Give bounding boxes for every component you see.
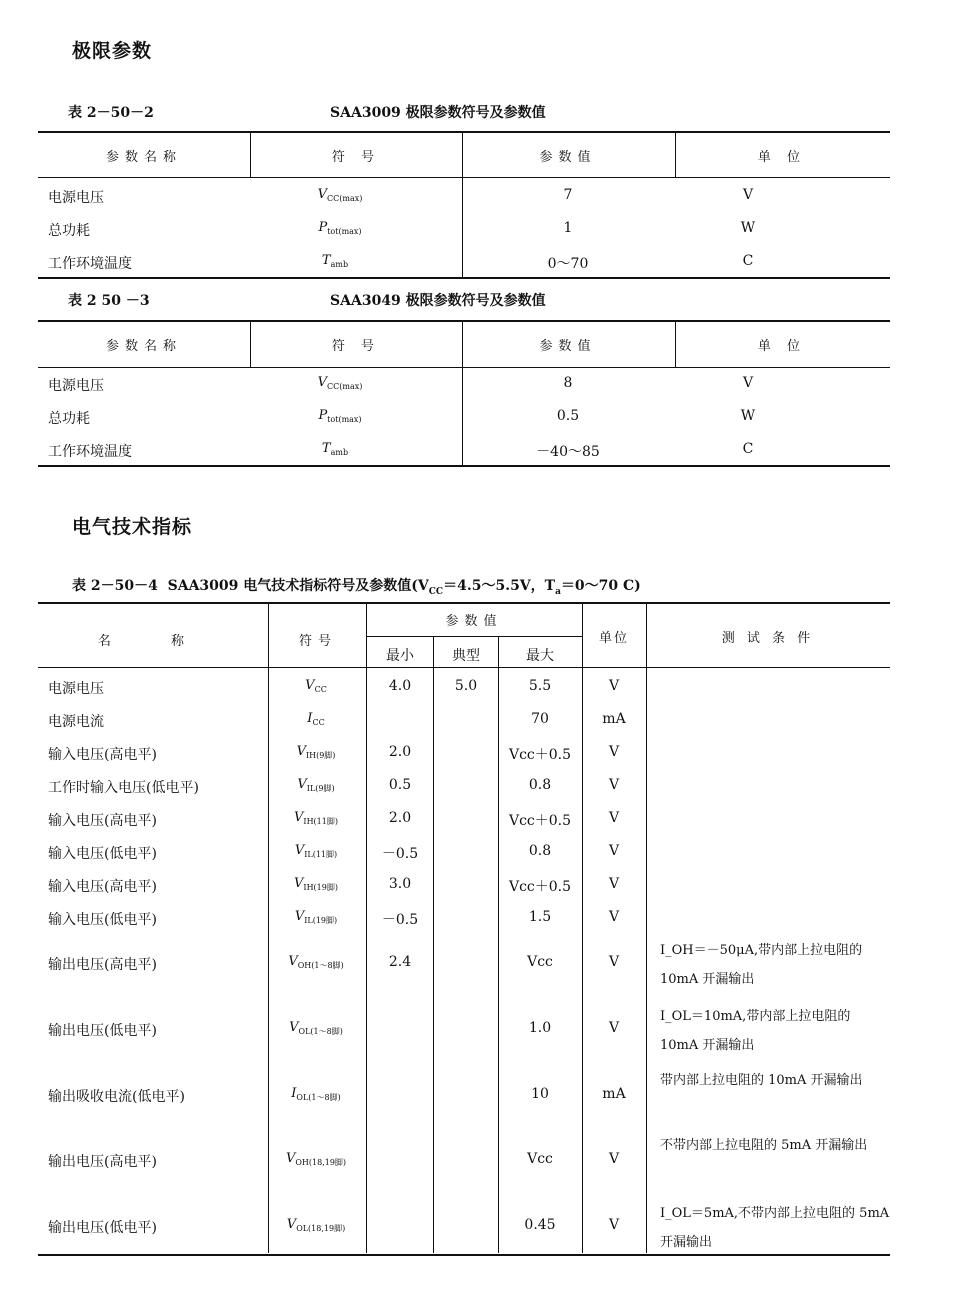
section-title-limit: 极限参数 [72, 40, 153, 62]
table1-number: 表 2－50－2 [68, 105, 154, 121]
table2-header-rule [38, 367, 890, 368]
table2-row-symbol: $V_{CC(max)}$ [317, 375, 363, 391]
table2-row-symbol: $P_{tot(max)}$ [318, 408, 362, 424]
table3-col-divider [433, 636, 434, 1253]
table3-row-max: 70 [531, 711, 549, 727]
table3-col-divider [366, 603, 367, 1253]
table2-row-value: －40～85 [536, 444, 600, 460]
table3-row-min: －0.5 [381, 912, 419, 928]
table3-row-symbol: $V_{IH(19脚)}$ [294, 876, 338, 892]
table3-top-rule [38, 602, 890, 604]
table2-header-symbol: 符 号 [331, 339, 381, 354]
table3-title-cond: ＝4.5～5.5V，T [443, 578, 556, 594]
table3-row-name: 输出电压(高电平) [48, 957, 157, 973]
table3-row-min: 3.0 [388, 876, 412, 892]
table3-header-params: 参数值 [445, 614, 503, 629]
table3-bottom-rule [38, 1254, 890, 1256]
table2-row-name: 工作环境温度 [48, 444, 132, 460]
table3-row-max: Vcc＋0.5 [508, 747, 572, 763]
table3-row-max: 5.5 [528, 678, 552, 694]
table2-header-name: 参数名称 [105, 339, 183, 354]
table1-header-value: 参数值 [539, 150, 597, 165]
table3-row-symbol: $V_{IL(9脚)}$ [297, 777, 335, 793]
table2-row-value: 8 [563, 375, 573, 391]
table2-header-unit: 单 位 [757, 339, 807, 354]
table3-row-name: 输入电压(高电平) [48, 813, 157, 829]
table1-row-unit: C [742, 253, 754, 269]
table1-row-name: 总功耗 [48, 223, 90, 239]
table1-row-value: 1 [563, 220, 573, 236]
table3-row-symbol: $V_{OH(18,19脚)}$ [285, 1151, 347, 1167]
table1-row-symbol: $V_{CC(max)}$ [317, 187, 363, 203]
table1-row-symbol: $T_{amb}$ [321, 253, 349, 269]
table3-row-unit: V [608, 1151, 620, 1167]
table3-row-symbol: $I_{OL(1\sim 8脚)}$ [291, 1086, 341, 1102]
table1-header-unit: 单 位 [757, 150, 807, 165]
table3-row-symbol: $V_{IH(9脚)}$ [296, 744, 336, 760]
table3-row-symbol: $V_{OH(1\sim 8脚)}$ [288, 954, 344, 970]
table3-row-unit: V [608, 810, 620, 826]
table3-row-min: 4.0 [388, 678, 412, 694]
table3-row-symbol: $V_{OL(18,19脚)}$ [286, 1217, 346, 1233]
table3-row-name: 输出电压(高电平) [48, 1154, 157, 1170]
table3-row-condition: I_OL＝10mA,带内部上拉电阻的 10mA 开漏输出 [660, 1009, 851, 1053]
table2-row-symbol: $T_{amb}$ [321, 441, 349, 457]
table3-row-unit: V [608, 954, 620, 970]
table3-col-divider [268, 603, 269, 1253]
table3-row-max: Vcc＋0.5 [508, 813, 572, 829]
table3-row-name: 输出吸收电流(低电平) [48, 1089, 185, 1105]
table3-row-symbol: $I_{CC}$ [307, 711, 325, 727]
table2-header-value: 参数值 [539, 339, 597, 354]
table3-col-divider [498, 636, 499, 1253]
table3-row-max: 0.8 [528, 777, 552, 793]
table3-row-unit: V [608, 876, 620, 892]
table1-top-rule [38, 131, 890, 133]
table3-row-max: 1.0 [528, 1020, 552, 1036]
table3-row-max: 10 [531, 1086, 549, 1102]
table3-row-name: 输入电压(低电平) [48, 846, 157, 862]
table1-header-rule [38, 177, 890, 178]
table3-row-unit: V [608, 744, 620, 760]
table1-row-value: 7 [563, 187, 573, 203]
table3-row-max: 1.5 [528, 909, 552, 925]
table3-row-condition: I_OL＝5mA,不带内部上拉电阻的 5mA 开漏输出 [660, 1206, 890, 1250]
table2-row-value: 0.5 [556, 408, 580, 424]
table2-row-unit: C [742, 441, 754, 457]
table3-row-name: 电源电压 [48, 681, 104, 697]
table3-row-max: Vcc [527, 1151, 553, 1167]
table3-header-typ: 典型 [452, 648, 480, 664]
table1-header-divider [675, 132, 676, 177]
table2-header-divider [675, 321, 676, 367]
table2-bottom-rule [38, 465, 890, 467]
table3-subheader-rule [366, 636, 582, 637]
table3-row-name: 输入电压(低电平) [48, 912, 157, 928]
table3-row-min: 2.0 [388, 744, 412, 760]
table3-row-name: 输出电压(低电平) [48, 1220, 157, 1236]
table3-row-max: Vcc＋0.5 [508, 879, 572, 895]
table3-title-sub: CC [428, 586, 444, 597]
table3-row-min: 0.5 [388, 777, 412, 793]
table3-row-unit: V [608, 678, 620, 694]
table3-col-divider [582, 603, 583, 1253]
table2-number: 表 2 50 －3 [68, 293, 150, 309]
table3-header-unit: 单位 [598, 631, 630, 646]
table1-title: SAA3009 极限参数符号及参数值 [330, 105, 546, 121]
table3-row-symbol: $V_{IL(11脚)}$ [294, 843, 338, 859]
table3-title-sub2: a [555, 586, 561, 597]
table1-row-unit: W [740, 220, 756, 236]
table3-row-name: 电源电流 [48, 714, 104, 730]
table3-row-name: 输出电压(低电平) [48, 1023, 157, 1039]
table3-row-condition: 不带内部上拉电阻的 5mA 开漏输出 [660, 1138, 868, 1153]
table3-row-name: 输入电压(高电平) [48, 879, 157, 895]
table1-header-name: 参数名称 [105, 150, 183, 165]
table3-row-unit: mA [602, 1086, 626, 1102]
table1-row-value: 0～70 [547, 256, 589, 272]
table1-bottom-rule [38, 277, 890, 279]
table2-top-rule [38, 320, 890, 322]
table1-header-symbol: 符 号 [331, 150, 381, 165]
table3-row-unit: V [608, 1217, 620, 1233]
table3-title-end: ＝0～70 C) [560, 578, 641, 594]
table3-row-unit: V [608, 909, 620, 925]
table3-row-symbol: $V_{CC}$ [305, 678, 327, 694]
table3-number: 表 2－50－4 [72, 578, 158, 594]
table1-row-unit: V [742, 187, 754, 203]
table3-row-symbol: $V_{IH(11脚)}$ [294, 810, 338, 826]
table3-header-cond: 测 试 条 件 [721, 631, 815, 646]
table3-header-rule [38, 667, 890, 668]
table3-row-condition: I_OH＝－50μA,带内部上拉电阻的 10mA 开漏输出 [660, 943, 863, 987]
table3-row-condition: 带内部上拉电阻的 10mA 开漏输出 [660, 1073, 863, 1088]
table3-col-divider [646, 603, 647, 1253]
table3-row-min: 2.4 [388, 954, 412, 970]
section-title-electrical: 电气技术指标 [72, 516, 193, 538]
table3-row-min: 2.0 [388, 810, 412, 826]
table3-row-typ: 5.0 [454, 678, 478, 694]
table3-row-max: 0.45 [524, 1217, 556, 1233]
table3-row-unit: V [608, 777, 620, 793]
table3-row-max: 0.8 [528, 843, 552, 859]
table3-row-min: －0.5 [381, 846, 419, 862]
table1-row-name: 电源电压 [48, 190, 104, 206]
table3-header-max: 最大 [526, 648, 554, 664]
table3-row-max: Vcc [527, 954, 553, 970]
table3-row-unit: V [608, 843, 620, 859]
table2-row-unit: W [740, 408, 756, 424]
table3-row-symbol: $V_{IL(19脚)}$ [294, 909, 338, 925]
table1-row-name: 工作环境温度 [48, 256, 132, 272]
table2-row-unit: V [742, 375, 754, 391]
table2-col-divider [462, 321, 463, 465]
table3-row-name: 工作时输入电压(低电平) [48, 780, 199, 796]
table3-header-symbol: 符号 [298, 634, 338, 649]
table2-row-name: 总功耗 [48, 411, 90, 427]
table3-row-unit: V [608, 1020, 620, 1036]
table2-header-divider [250, 321, 251, 367]
table2-row-name: 电源电压 [48, 378, 104, 394]
table3-header-min: 最小 [386, 648, 414, 664]
table3-caption [72, 575, 641, 597]
table3-row-name: 输入电压(高电平) [48, 747, 157, 763]
table2-title: SAA3049 极限参数符号及参数值 [330, 293, 546, 309]
table3-row-symbol: $V_{OL(1\sim 8脚)}$ [289, 1020, 343, 1036]
table3-row-unit: mA [602, 711, 626, 727]
table3-header-name: 名 称 [97, 634, 213, 649]
table3-title: SAA3009 电气技术指标符号及参数值(V [167, 578, 429, 594]
table1-header-divider [250, 132, 251, 177]
table1-row-symbol: $P_{tot(max)}$ [318, 220, 362, 236]
table1-col-divider [462, 132, 463, 277]
